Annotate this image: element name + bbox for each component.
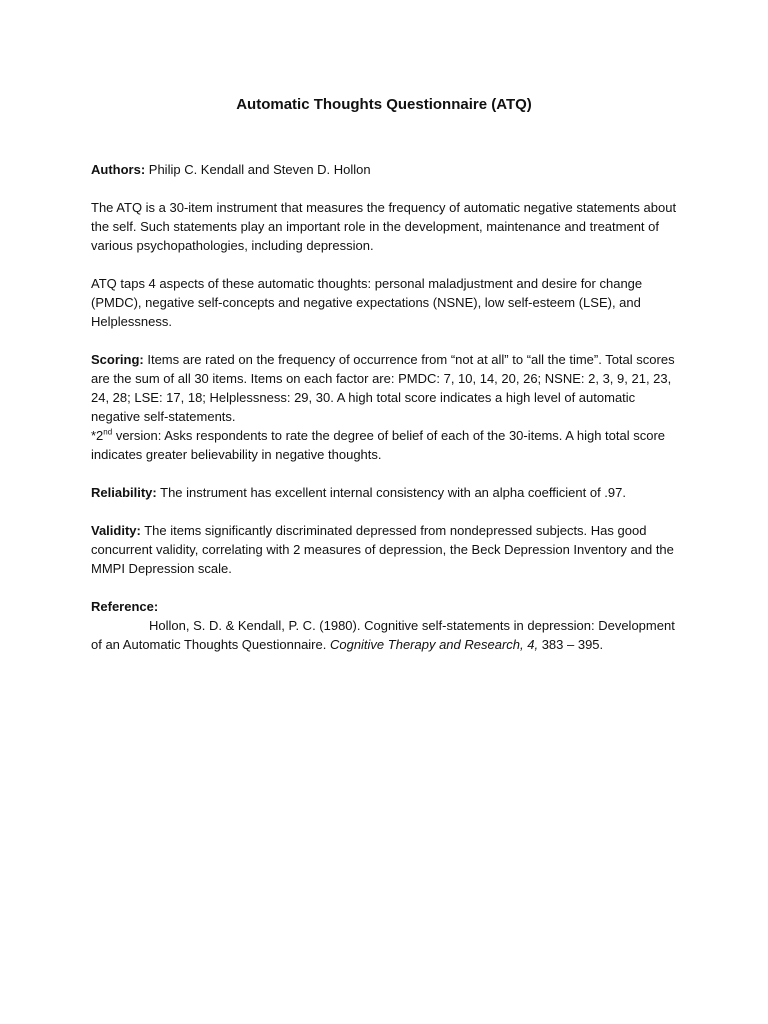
reference-journal: Cognitive Therapy and Research, 4, (329, 637, 539, 652)
reliability-paragraph (91, 483, 683, 502)
reference-text: Hollon, S. D. & Kendall, P. C. (1980). Cognitive self-statements in depression: Development of an Automatic Thoughts Questionnaire. (91, 618, 675, 652)
second-version-paragraph (91, 426, 683, 464)
second-version-superscript: nd (103, 427, 113, 437)
authors-text: Philip C. Kendall and Steven D. Hollon (145, 162, 371, 177)
second-version-prefix: *2 (91, 428, 104, 443)
page-title: Automatic Thoughts Questionnaire (ATQ) (236, 96, 532, 113)
second-version-text: version: Asks respondents to rate the degree of belief of each of the 30-items. A high total score indicates greater believability in negative thoughts. (91, 428, 666, 462)
authors-label: Authors: (91, 162, 146, 177)
reference-heading (91, 597, 683, 616)
document-body (91, 160, 683, 673)
reliability-text: The instrument has excellent internal consistency with an alpha coefficient of .97. (156, 485, 626, 500)
reference-pages: 383 – 395. (538, 637, 604, 652)
validity-text: The items significantly discriminated depressed from nondepressed subjects. Has good concurrent validity, correlating with 2 measures of depression, the Beck Depression Inventory and the MMPI Depression scale. (91, 523, 674, 576)
validity-paragraph (91, 521, 683, 578)
scoring-label: Scoring: (91, 352, 144, 367)
scoring-text: Items are rated on the frequency of occurrence from “not at all” to “all the time”. Total scores are the sum of all 30 items. Items on each factor are: PMDC: 7, 10, 14, 20, 26; NSNE: 2, 3, 9, 21, 23, 24, 28; LSE: 17, 18; Helplessness: 29, 30. A high total score indicates a high level of automatic negative self-statements. (91, 352, 675, 424)
description-paragraph: The ATQ is a 30-item instrument that measures the frequency of automatic negative statements about the self. Such statements play an important role in the development, maintenance and treatment of various psychopathologies, including depression. (91, 200, 677, 253)
reference-label: Reference: (91, 599, 159, 614)
scoring-paragraph (91, 350, 683, 426)
validity-label: Validity: (91, 523, 141, 538)
reference-citation (91, 616, 683, 654)
authors-paragraph (91, 160, 683, 179)
aspects-paragraph: ATQ taps 4 aspects of these automatic thoughts: personal maladjustment and desire for change (PMDC), negative self-concepts and negative expectations (NSNE), low self-esteem (LSE), and Helplessness. (91, 276, 643, 329)
reliability-label: Reliability: (91, 485, 157, 500)
